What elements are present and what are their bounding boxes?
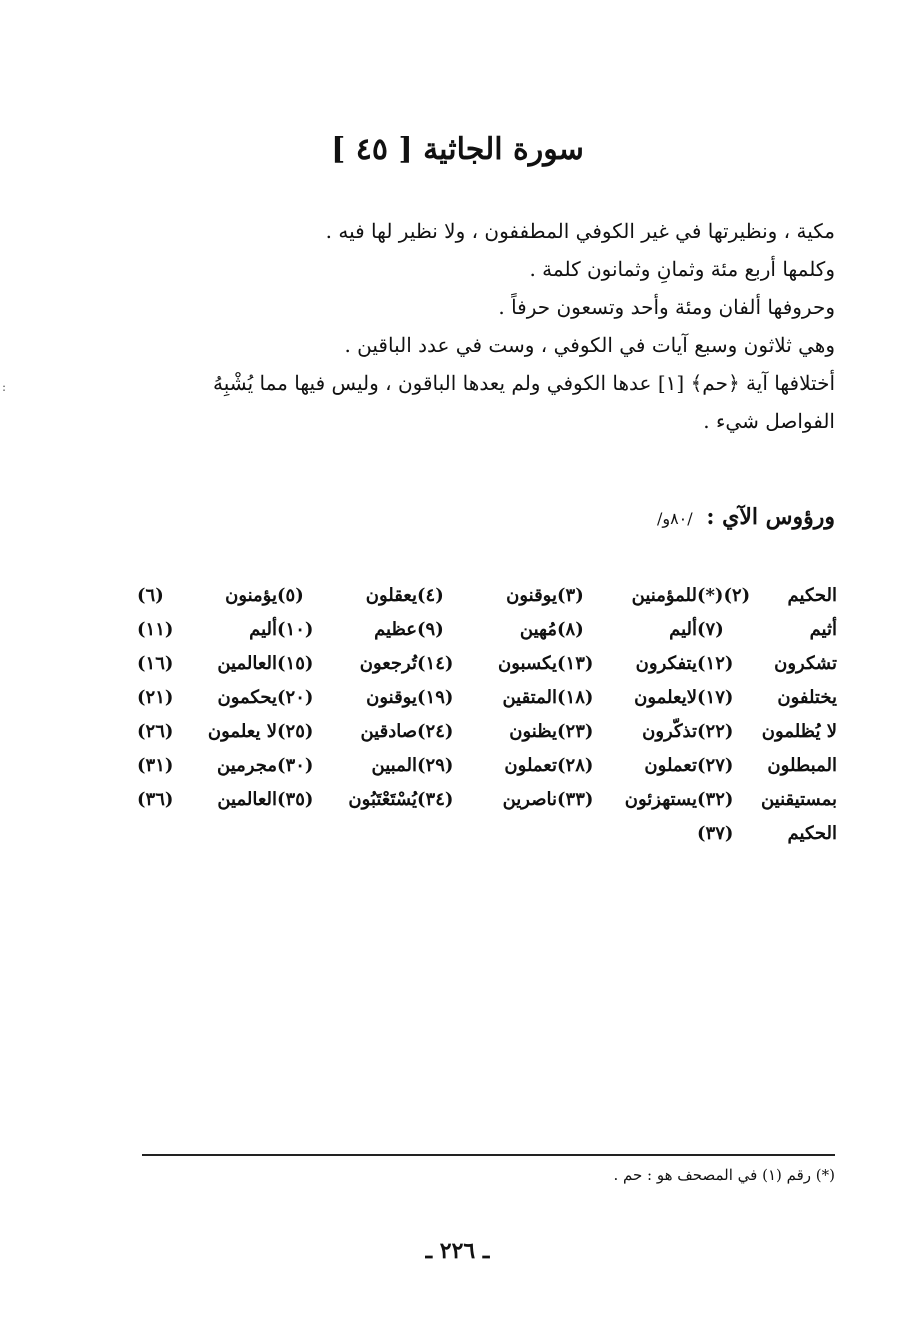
verse-cell: [137, 687, 277, 708]
verse-cell: [697, 789, 837, 810]
verse-cell: [277, 585, 417, 606]
footnote: (*) رقم (١) في المصحف هو : حم .: [613, 1166, 835, 1184]
verse-cell: [137, 653, 277, 674]
verse-word: أثيم: [809, 618, 837, 640]
verse-heads-label: ورؤوس الآي :: [706, 504, 835, 530]
verse-word: العالمين: [217, 652, 277, 674]
verse-number: (٣٦): [137, 788, 174, 810]
verse-number: (٢٣): [557, 720, 594, 742]
verse-word: العالمين: [217, 788, 277, 810]
verse-cell: [277, 721, 417, 742]
verse-number: (٢٩): [417, 754, 454, 776]
verse-word: يوقنون: [366, 686, 417, 708]
verse-number: (٤): [417, 584, 444, 606]
intro-line: وحروفها ألفان ومئة وأحد وتسعون حرفاً .: [498, 295, 835, 319]
verse-number: (٣): [557, 584, 584, 606]
verse-cell: [557, 619, 697, 640]
verse-cell: [697, 823, 837, 844]
verse-word: يكسبون: [498, 652, 557, 674]
verse-number: (٣٧): [697, 822, 734, 844]
verse-number: (٢٨): [557, 754, 594, 776]
verse-cell: [137, 619, 277, 640]
verse-word: تُرجعون: [359, 652, 417, 674]
verse-cell: [137, 585, 277, 606]
intro-line: وهي ثلاثون وسبع آيات في الكوفي ، وست في عدد الباقين .: [344, 333, 835, 357]
verse-word: يتفكرون: [635, 652, 697, 674]
verse-word: لا يعلمون: [207, 720, 277, 742]
verse-word: تعملون: [504, 754, 557, 776]
verse-cell: [417, 619, 557, 640]
verse-row: [137, 646, 837, 680]
verse-cell: [697, 653, 837, 674]
verse-cell: [697, 755, 837, 776]
verse-row: [137, 714, 837, 748]
verse-number: (١٣): [557, 652, 594, 674]
verse-word: تذكّرون: [642, 720, 697, 742]
verse-cell: [137, 789, 277, 810]
verse-word: الحكيم: [787, 822, 837, 844]
verse-number: (٩): [417, 618, 444, 640]
verse-row: [137, 612, 837, 646]
verse-row: [137, 748, 837, 782]
verse-word: يختلفون: [777, 686, 837, 708]
verse-word: يستهزئون: [624, 788, 697, 810]
verse-word: لايعلمون: [634, 686, 697, 708]
verse-number: (١٨): [557, 686, 594, 708]
verse-word: يعقلون: [365, 584, 417, 606]
verse-cell: [417, 687, 557, 708]
verse-word: ناصرين: [502, 788, 557, 810]
verse-number: (٣٠): [277, 754, 314, 776]
verse-cell: [557, 687, 697, 708]
verse-number: (٣١): [137, 754, 174, 776]
verse-number: (١١): [137, 618, 174, 640]
verse-word: تشكرون: [774, 652, 837, 674]
verse-word: الحكيم: [787, 584, 837, 606]
verse-number: (٢٧): [697, 754, 734, 776]
verse-word: مجرمين: [217, 754, 277, 776]
footnote-divider: [142, 1154, 835, 1156]
verse-number: (٢)(*): [697, 584, 751, 606]
verse-word: المبين: [371, 754, 417, 776]
intro-paragraph: [135, 212, 835, 440]
verse-word: المبطلون: [767, 754, 837, 776]
verse-word: أليم: [669, 618, 697, 640]
verse-cell: [697, 585, 837, 606]
verse-cell: [557, 755, 697, 776]
verse-heads-heading: [657, 504, 835, 530]
verse-word: صادقين: [360, 720, 417, 742]
verse-cell: [417, 585, 557, 606]
verse-word: بمستيقنين: [760, 788, 837, 810]
verse-cell: [697, 721, 837, 742]
verse-number: (٣٢): [697, 788, 734, 810]
margin-mark: :: [2, 380, 7, 394]
verse-word: يؤمنون: [225, 584, 277, 606]
verse-cell: [557, 653, 697, 674]
verse-word: يحكمون: [217, 686, 277, 708]
verse-number: (٣٤): [417, 788, 454, 810]
verse-number: (١٧): [697, 686, 734, 708]
verse-cell: [277, 653, 417, 674]
verse-number: (٦): [137, 584, 164, 606]
verse-cell: [417, 653, 557, 674]
verse-cell: [557, 721, 697, 742]
verse-word: لا يُظلمون: [761, 720, 837, 742]
verse-cell: [277, 755, 417, 776]
verse-number: (١٢): [697, 652, 734, 674]
verse-cell: [137, 721, 277, 742]
verse-cell: [697, 687, 837, 708]
verse-cell: [417, 789, 557, 810]
verse-row: [137, 816, 837, 850]
verse-number: (٣٥): [277, 788, 314, 810]
verse-cell: [277, 687, 417, 708]
verse-number: (٢١): [137, 686, 174, 708]
page-number: ـ ٢٢٦ ـ: [425, 1238, 490, 1264]
verse-number: (١٠): [277, 618, 314, 640]
verse-number: (١٩): [417, 686, 454, 708]
verse-cell: [557, 789, 697, 810]
verse-number: (٧): [697, 618, 724, 640]
surah-title: سورة الجاثية [ ٤٥ ]: [331, 132, 584, 167]
verse-word: يُسْتَعْتَبُون: [348, 788, 417, 810]
verse-word: يظنون: [509, 720, 557, 742]
verse-word: المتقين: [502, 686, 557, 708]
verse-word: مُهين: [519, 618, 557, 640]
intro-line: أختلافها آية ﴿حم﴾ [١] عدها الكوفي ولم يعدها الباقون ، وليس فيها مما يُشْبِهُ: [212, 371, 835, 395]
verse-number: (٢٢): [697, 720, 734, 742]
verse-word: للمؤمنين: [631, 584, 697, 606]
verse-number: (١٥): [277, 652, 314, 674]
verse-cell: [137, 755, 277, 776]
intro-line: وكلمها أربع مئة وثمانِ وثمانون كلمة .: [529, 257, 835, 281]
verse-number: (١٦): [137, 652, 174, 674]
verse-number: (٢٤): [417, 720, 454, 742]
verse-number: (٢٦): [137, 720, 174, 742]
verse-cell: [557, 585, 697, 606]
verse-cell: [277, 789, 417, 810]
verse-cell: [277, 619, 417, 640]
verse-row: [137, 782, 837, 816]
verse-number: (٨): [557, 618, 584, 640]
verse-number: (١٤): [417, 652, 454, 674]
verse-cell: [417, 755, 557, 776]
intro-line: مكية ، ونظيرتها في غير الكوفي المطففون ، ولا نظير لها فيه .: [325, 219, 835, 243]
verse-word: عظيم: [374, 618, 417, 640]
verse-number: (٥): [277, 584, 304, 606]
folio-marker: /٨٠و/: [656, 509, 693, 528]
verse-row: [137, 578, 837, 612]
verse-cell: [697, 619, 837, 640]
verse-word: أليم: [249, 618, 277, 640]
verse-word: يوقنون: [506, 584, 557, 606]
verse-number: (٣٣): [557, 788, 594, 810]
verse-number: (٢٥): [277, 720, 314, 742]
verse-heads-table: [137, 578, 837, 850]
verse-cell: [417, 721, 557, 742]
verse-row: [137, 680, 837, 714]
verse-word: تعملون: [644, 754, 697, 776]
intro-line: الفواصل شيء .: [703, 409, 835, 433]
verse-number: (٢٠): [277, 686, 314, 708]
